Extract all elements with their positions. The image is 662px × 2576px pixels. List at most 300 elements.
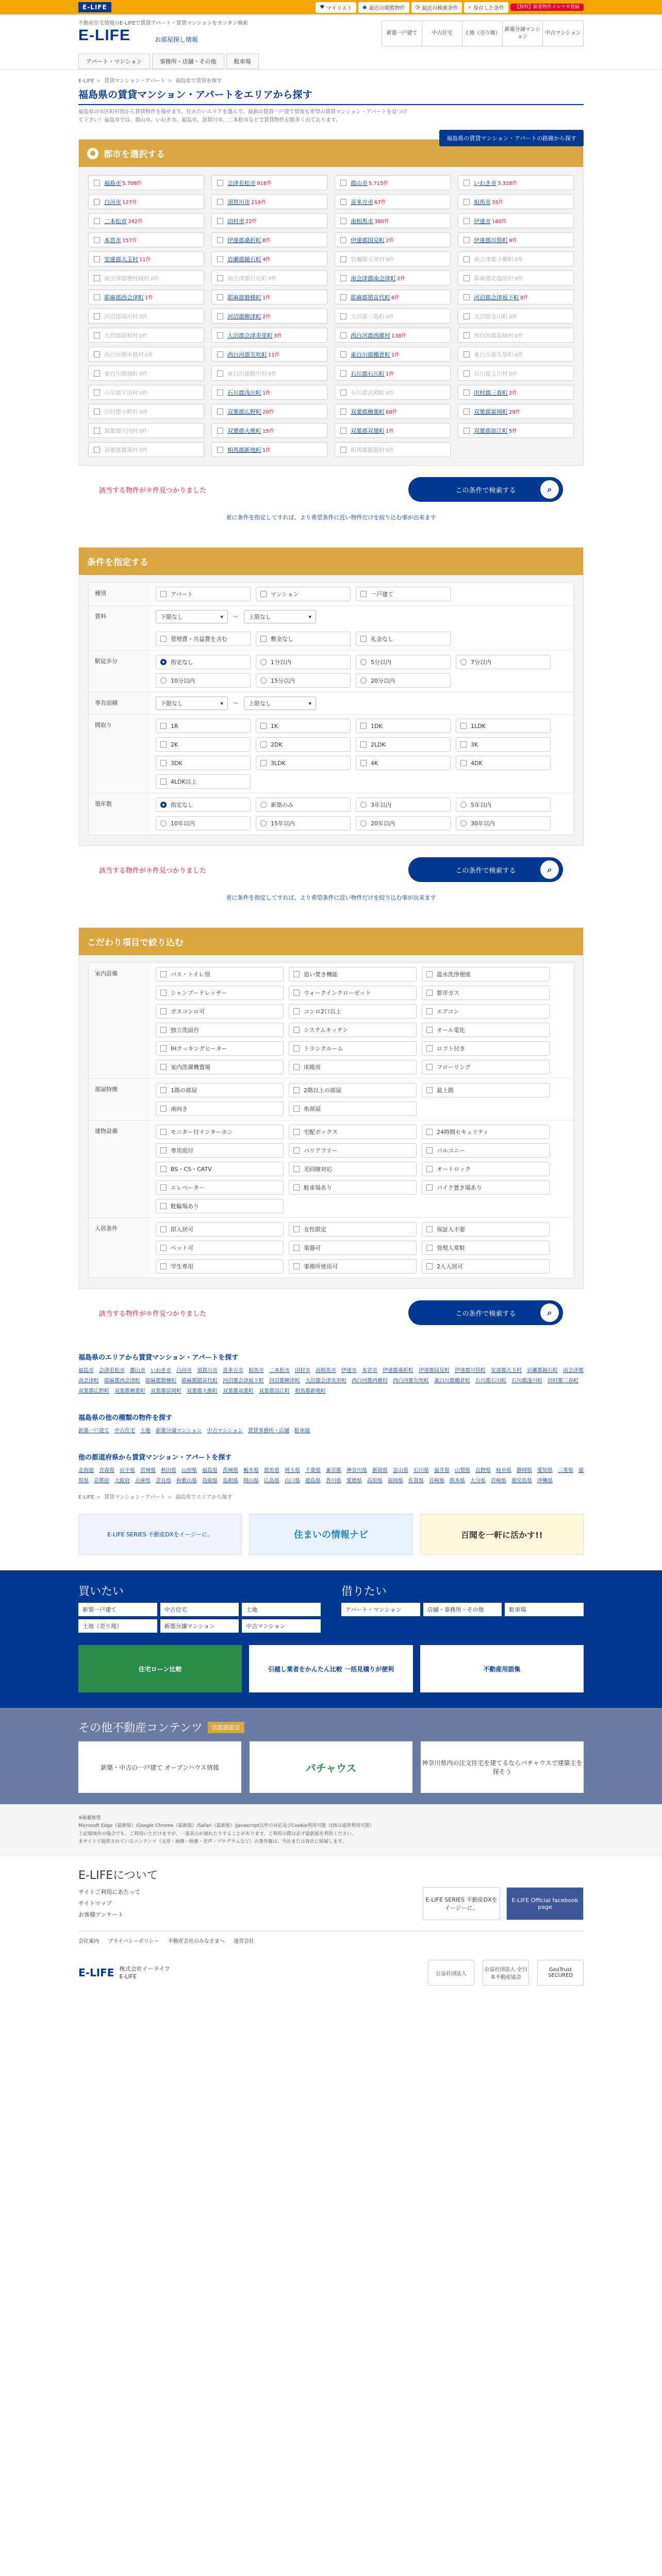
area-checkbox[interactable] xyxy=(464,428,470,434)
checkbox-option[interactable] xyxy=(422,1041,550,1056)
checkbox-option[interactable] xyxy=(422,1162,550,1176)
checkbox[interactable] xyxy=(426,1263,433,1269)
checkbox-option[interactable] xyxy=(289,986,417,1000)
checkbox-option[interactable] xyxy=(156,1199,284,1213)
checkbox[interactable] xyxy=(293,1064,300,1070)
checkbox-option[interactable] xyxy=(289,1241,417,1255)
checkbox[interactable] xyxy=(160,1027,167,1033)
radio-option[interactable] xyxy=(256,798,351,812)
radio-button[interactable] xyxy=(460,659,467,665)
radio-option[interactable] xyxy=(256,673,351,688)
checkbox-option[interactable] xyxy=(156,774,251,789)
pachaus-banner[interactable]: パチャウス xyxy=(250,1741,412,1793)
radio-option[interactable] xyxy=(356,816,451,831)
area-checkbox[interactable] xyxy=(217,256,223,262)
checkbox-option[interactable] xyxy=(422,1259,550,1274)
pref-link[interactable]: 沖縄県 xyxy=(537,1478,553,1484)
checkbox[interactable] xyxy=(426,990,433,996)
area-link[interactable]: 会津若松市 xyxy=(99,1368,125,1374)
subnav-office[interactable]: 事務所・店舗・その他 xyxy=(152,54,224,69)
pref-link[interactable]: 茨城県 xyxy=(223,1468,238,1473)
area-link[interactable]: 伊達郡国見町 xyxy=(419,1368,450,1374)
pref-link[interactable]: 鹿児島県 xyxy=(511,1478,532,1484)
area-option[interactable] xyxy=(335,404,451,419)
area-checkbox[interactable] xyxy=(340,218,346,224)
radio-option[interactable] xyxy=(256,655,351,669)
area-checkbox[interactable] xyxy=(464,199,470,205)
checkbox-option[interactable] xyxy=(256,632,351,646)
checkbox-option[interactable] xyxy=(156,1023,284,1037)
pref-link[interactable]: 岩手県 xyxy=(120,1468,135,1473)
about-link[interactable]: サイトマップ xyxy=(78,1900,112,1907)
area-link[interactable]: 相馬郡新地町 xyxy=(295,1388,326,1394)
breadcrumb-item[interactable]: 賃貸マンション・アパート xyxy=(104,78,166,84)
checkbox[interactable] xyxy=(160,1245,167,1251)
checkbox[interactable] xyxy=(426,1129,433,1135)
pref-link[interactable]: 和歌山県 xyxy=(176,1478,197,1484)
gnav-new-mansion[interactable]: 新築分譲マンション xyxy=(503,21,543,46)
area-option[interactable] xyxy=(211,290,327,304)
area-option[interactable] xyxy=(335,290,451,304)
range-to-select[interactable] xyxy=(244,697,316,710)
area-option[interactable] xyxy=(335,423,451,438)
radio-option[interactable] xyxy=(256,816,351,831)
area-option[interactable] xyxy=(335,232,451,247)
buy-link[interactable]: 中古住宅 xyxy=(160,1603,239,1616)
buy-link[interactable]: 土地 xyxy=(242,1603,321,1616)
checkbox[interactable] xyxy=(460,723,467,729)
pref-link[interactable]: 山形県 xyxy=(181,1468,197,1473)
rent-link[interactable]: 店舗・事務所・その他 xyxy=(423,1603,502,1616)
checkbox[interactable] xyxy=(460,741,467,748)
radio-option[interactable] xyxy=(456,816,551,831)
pref-link[interactable]: 佐賀県 xyxy=(408,1478,424,1484)
checkbox-option[interactable] xyxy=(356,756,451,770)
area-checkbox[interactable] xyxy=(217,389,223,396)
pref-link[interactable]: 岡山県 xyxy=(243,1478,259,1484)
loan-banner[interactable]: 住宅ローン比較 xyxy=(78,1645,242,1692)
type-link[interactable]: 賃貸事務所・店舗 xyxy=(248,1428,290,1434)
checkbox-option[interactable] xyxy=(422,1004,550,1019)
checkbox[interactable] xyxy=(426,1245,433,1251)
pref-link[interactable]: 兵庫県 xyxy=(135,1478,151,1484)
checkbox[interactable] xyxy=(293,1226,300,1232)
checkbox[interactable] xyxy=(360,591,367,597)
checkbox-option[interactable] xyxy=(256,719,351,733)
checkbox[interactable] xyxy=(160,723,167,729)
area-link[interactable]: 田村市 xyxy=(295,1368,310,1374)
pref-link[interactable]: 秋田県 xyxy=(161,1468,176,1473)
checkbox-option[interactable] xyxy=(156,587,251,601)
pref-link[interactable]: 福岡県 xyxy=(388,1478,403,1484)
checkbox-option[interactable] xyxy=(156,737,251,752)
bottom-link[interactable]: 不動産会社のみなさまへ xyxy=(168,1939,225,1945)
promo-banner[interactable]: 住まいの情報ナビ xyxy=(249,1514,412,1555)
site-logo[interactable]: E-LIFE xyxy=(78,27,130,44)
custom-house-banner[interactable]: 神奈川県内の注文住宅を建てるならパチャウスで建築主を探そう xyxy=(421,1741,584,1793)
checkbox-option[interactable] xyxy=(289,1083,417,1097)
checkbox[interactable] xyxy=(426,1027,433,1033)
area-option[interactable] xyxy=(88,251,204,266)
checkbox-option[interactable] xyxy=(356,632,451,646)
area-link[interactable]: 耶麻郡磐梯町 xyxy=(145,1378,176,1384)
area-checkbox[interactable] xyxy=(217,428,223,434)
checkbox-option[interactable] xyxy=(422,986,550,1000)
checkbox-option[interactable] xyxy=(289,967,417,981)
checkbox-option[interactable] xyxy=(422,1060,550,1074)
checkbox[interactable] xyxy=(160,1087,167,1093)
type-link[interactable]: 駐車場 xyxy=(294,1428,310,1434)
radio-button[interactable] xyxy=(260,677,267,684)
about-link[interactable]: サイトご利用にあたって xyxy=(78,1889,141,1896)
checkbox[interactable] xyxy=(460,760,467,766)
radio-button[interactable] xyxy=(360,820,367,826)
area-checkbox[interactable] xyxy=(464,409,470,415)
search-button[interactable]: この条件で検索する ⌕ xyxy=(408,857,563,882)
area-option[interactable] xyxy=(88,232,204,247)
area-option[interactable] xyxy=(335,194,451,209)
area-checkbox[interactable] xyxy=(217,447,223,453)
area-link[interactable]: 双葉郡浪江町 xyxy=(259,1388,290,1394)
checkbox-option[interactable] xyxy=(156,1162,284,1176)
area-checkbox[interactable] xyxy=(340,428,346,434)
area-link[interactable]: 双葉郡富岡町 xyxy=(151,1388,181,1394)
checkbox-option[interactable] xyxy=(422,1083,550,1097)
pref-link[interactable]: 富山県 xyxy=(393,1468,408,1473)
area-link[interactable]: 西白河郡矢吹町 xyxy=(393,1378,429,1384)
radio-option[interactable] xyxy=(356,673,451,688)
area-link[interactable]: 福島市 xyxy=(78,1368,94,1374)
radio-option[interactable] xyxy=(156,673,251,688)
checkbox[interactable] xyxy=(293,1129,300,1135)
pref-link[interactable]: 島根県 xyxy=(223,1478,238,1484)
recent-search-link[interactable]: ◷ 最近の検索条件 xyxy=(411,2,462,13)
breadcrumb-item[interactable]: E-LIFE xyxy=(78,1495,94,1500)
checkbox-option[interactable] xyxy=(256,587,351,601)
checkbox-option[interactable] xyxy=(156,1222,284,1236)
area-link[interactable]: 双葉郡大熊町 xyxy=(187,1388,218,1394)
radio-button[interactable] xyxy=(260,820,267,826)
checkbox[interactable] xyxy=(426,1226,433,1232)
range-to-select[interactable] xyxy=(244,610,316,623)
area-option[interactable] xyxy=(335,366,451,381)
pref-link[interactable]: 岐阜県 xyxy=(496,1468,511,1473)
pref-link[interactable]: 大阪府 xyxy=(114,1478,130,1484)
line-search-button[interactable]: 福島県の賃貸マンション・アパートの路線から探す xyxy=(439,130,584,146)
area-checkbox[interactable] xyxy=(464,294,470,300)
checkbox[interactable] xyxy=(160,1184,167,1191)
area-checkbox[interactable] xyxy=(217,218,223,224)
checkbox-option[interactable] xyxy=(156,986,284,1000)
checkbox-option[interactable] xyxy=(289,1101,417,1116)
area-link[interactable]: 石川郡浅川町 xyxy=(511,1378,542,1384)
pref-link[interactable]: 京都府 xyxy=(94,1478,109,1484)
area-link[interactable]: 河沼郡会津坂下町 xyxy=(223,1378,264,1384)
pref-link[interactable]: 奈良県 xyxy=(156,1478,171,1484)
checkbox-option[interactable] xyxy=(289,1004,417,1019)
checkbox[interactable] xyxy=(160,1226,167,1232)
checkbox[interactable] xyxy=(293,1245,300,1251)
pref-link[interactable]: 熊本県 xyxy=(450,1478,465,1484)
gnav-used-mansion[interactable]: 中古マンション xyxy=(545,30,581,36)
checkbox[interactable] xyxy=(293,1027,300,1033)
pref-link[interactable]: 福島県 xyxy=(202,1468,218,1473)
openhouse-banner[interactable]: 新築・中古の一戸建て オープンハウス情報 xyxy=(78,1741,241,1793)
area-option[interactable] xyxy=(211,213,327,228)
checkbox-option[interactable] xyxy=(156,1180,284,1195)
area-option[interactable] xyxy=(458,194,574,209)
area-option[interactable] xyxy=(335,175,451,190)
area-checkbox[interactable] xyxy=(94,237,100,243)
checkbox-option[interactable] xyxy=(422,1125,550,1139)
checkbox[interactable] xyxy=(160,1045,167,1052)
pref-link[interactable]: 群馬県 xyxy=(264,1468,279,1473)
checkbox[interactable] xyxy=(160,990,167,996)
checkbox[interactable] xyxy=(160,760,167,766)
area-checkbox[interactable] xyxy=(94,180,100,186)
saved-search-link[interactable]: ⌕ 保存した条件 xyxy=(464,2,508,13)
recent-view-link[interactable]: ◉ 最近の閲覧物件 xyxy=(358,2,409,13)
area-option[interactable] xyxy=(211,442,327,457)
checkbox[interactable] xyxy=(293,1045,300,1052)
subnav-parking[interactable]: 駐車場 xyxy=(226,54,259,69)
area-option[interactable] xyxy=(458,423,574,438)
area-checkbox[interactable] xyxy=(340,332,346,338)
pref-link[interactable]: 香川県 xyxy=(326,1478,341,1484)
checkbox[interactable] xyxy=(426,1064,433,1070)
pref-link[interactable]: 福井県 xyxy=(434,1468,450,1473)
buy-link[interactable]: 土地（売り地） xyxy=(78,1619,157,1633)
area-link[interactable]: 田村郡三春町 xyxy=(548,1378,578,1384)
checkbox[interactable] xyxy=(160,591,167,597)
area-link[interactable]: 相馬市 xyxy=(249,1368,264,1374)
area-option[interactable] xyxy=(335,270,451,285)
area-link[interactable]: 南会津郡南会津町 xyxy=(78,1368,584,1384)
area-option[interactable] xyxy=(211,251,327,266)
pref-link[interactable]: 長崎県 xyxy=(429,1478,444,1484)
checkbox-option[interactable] xyxy=(156,1143,284,1158)
pref-link[interactable]: 栃木県 xyxy=(243,1468,259,1473)
area-option[interactable] xyxy=(335,347,451,362)
checkbox-option[interactable] xyxy=(356,719,451,733)
promo-banner[interactable]: 百聞を一軒に活かす!! xyxy=(420,1514,584,1555)
area-checkbox[interactable] xyxy=(340,370,346,377)
area-link[interactable]: 双葉郡双葉町 xyxy=(223,1388,254,1394)
checkbox-option[interactable] xyxy=(156,1101,284,1116)
pref-link[interactable]: 北海道 xyxy=(78,1468,94,1473)
checkbox[interactable] xyxy=(293,971,300,977)
checkbox[interactable] xyxy=(293,1147,300,1154)
checkbox[interactable] xyxy=(160,778,167,785)
area-option[interactable] xyxy=(458,232,574,247)
area-option[interactable] xyxy=(458,213,574,228)
pref-link[interactable]: 愛知県 xyxy=(537,1468,553,1473)
moving-banner[interactable]: 引越し業者をかんたん比較 一括見積りが便利 xyxy=(249,1645,412,1692)
checkbox-option[interactable] xyxy=(456,756,551,770)
rent-link[interactable]: アパート・マンション xyxy=(341,1603,420,1616)
buy-link[interactable]: 新築分譲マンション xyxy=(160,1619,239,1633)
checkbox[interactable] xyxy=(160,1129,167,1135)
area-option[interactable] xyxy=(211,175,327,190)
breadcrumb-item[interactable]: E-LIFE xyxy=(78,78,94,84)
checkbox[interactable] xyxy=(160,741,167,748)
area-option[interactable] xyxy=(88,213,204,228)
checkbox-option[interactable] xyxy=(422,1023,550,1037)
checkbox[interactable] xyxy=(426,1008,433,1014)
area-checkbox[interactable] xyxy=(217,313,223,319)
checkbox-option[interactable] xyxy=(422,967,550,981)
buy-link[interactable]: 中古マンション xyxy=(242,1619,321,1633)
checkbox-option[interactable] xyxy=(156,1241,284,1255)
radio-option[interactable] xyxy=(356,655,451,669)
checkbox-option[interactable] xyxy=(289,1222,417,1236)
checkbox-option[interactable] xyxy=(256,737,351,752)
radio-button[interactable] xyxy=(160,677,167,684)
area-link[interactable]: 本宮市 xyxy=(362,1368,377,1374)
area-checkbox[interactable] xyxy=(340,294,346,300)
area-checkbox[interactable] xyxy=(340,237,346,243)
checkbox[interactable] xyxy=(426,1087,433,1093)
radio-option[interactable] xyxy=(156,655,251,669)
area-option[interactable] xyxy=(458,175,574,190)
area-link[interactable]: 双葉郡楢葉町 xyxy=(114,1388,145,1394)
radio-button[interactable] xyxy=(160,802,167,808)
pref-link[interactable]: 石川県 xyxy=(413,1468,429,1473)
area-option[interactable] xyxy=(211,194,327,209)
pref-link[interactable]: 滋賀県 xyxy=(78,1468,584,1484)
pref-link[interactable]: 徳島県 xyxy=(305,1478,321,1484)
area-option[interactable] xyxy=(88,290,204,304)
checkbox-option[interactable] xyxy=(156,756,251,770)
mylist-link[interactable]: ♥ マイリスト xyxy=(316,2,356,13)
checkbox[interactable] xyxy=(360,741,367,748)
pref-link[interactable]: 山梨県 xyxy=(455,1468,470,1473)
area-option[interactable] xyxy=(458,404,574,419)
type-link[interactable]: 新築一戸建て xyxy=(78,1428,109,1434)
pref-link[interactable]: 神奈川県 xyxy=(346,1468,367,1473)
checkbox[interactable] xyxy=(160,1166,167,1172)
checkbox[interactable] xyxy=(160,1008,167,1014)
pref-link[interactable]: 高知県 xyxy=(367,1478,383,1484)
area-checkbox[interactable] xyxy=(340,351,346,358)
radio-option[interactable] xyxy=(356,798,451,812)
newsletter-banner[interactable]: 【無料】新着物件メルマガ登録 xyxy=(510,4,584,11)
checkbox[interactable] xyxy=(260,591,267,597)
area-checkbox[interactable] xyxy=(464,218,470,224)
checkbox[interactable] xyxy=(293,1263,300,1269)
area-option[interactable] xyxy=(211,404,327,419)
pref-link[interactable]: 鳥取県 xyxy=(202,1478,218,1484)
checkbox-option[interactable] xyxy=(422,1241,550,1255)
checkbox[interactable] xyxy=(293,990,300,996)
radio-button[interactable] xyxy=(160,820,167,826)
checkbox[interactable] xyxy=(426,1184,433,1191)
checkbox[interactable] xyxy=(360,636,367,642)
checkbox-option[interactable] xyxy=(422,1222,550,1236)
radio-option[interactable] xyxy=(456,655,551,669)
area-link[interactable]: 岩瀬郡鏡石町 xyxy=(527,1368,558,1374)
area-checkbox[interactable] xyxy=(217,332,223,338)
breadcrumb-item[interactable]: 賃貸マンション・アパート xyxy=(104,1495,166,1500)
area-option[interactable] xyxy=(211,328,327,343)
area-link[interactable]: 大沼郡会津美里町 xyxy=(305,1378,346,1384)
checkbox[interactable] xyxy=(360,723,367,729)
checkbox[interactable] xyxy=(426,1147,433,1154)
radio-option[interactable] xyxy=(156,816,251,831)
area-option[interactable] xyxy=(211,385,327,400)
area-link[interactable]: 須賀川市 xyxy=(197,1368,218,1374)
area-link[interactable]: 東白川郡棚倉町 xyxy=(434,1378,470,1384)
area-checkbox[interactable] xyxy=(340,199,346,205)
area-checkbox[interactable] xyxy=(464,180,470,186)
promo-banner[interactable]: E-LIFE SERIES 不動産DXをイージーに。 xyxy=(78,1514,242,1555)
checkbox-option[interactable] xyxy=(289,1060,417,1074)
checkbox-option[interactable] xyxy=(156,1041,284,1056)
checkbox[interactable] xyxy=(260,636,267,642)
area-option[interactable] xyxy=(88,194,204,209)
pref-link[interactable]: 静岡県 xyxy=(517,1468,532,1473)
pref-link[interactable]: 千葉県 xyxy=(305,1468,321,1473)
checkbox-option[interactable] xyxy=(422,1180,550,1195)
bottom-link[interactable]: プライバシーポリシー xyxy=(108,1939,159,1945)
area-link[interactable]: 西白河郡西郷村 xyxy=(352,1378,388,1384)
type-link[interactable]: 中古住宅 xyxy=(114,1428,135,1434)
checkbox-option[interactable] xyxy=(289,1162,417,1176)
checkbox[interactable] xyxy=(426,971,433,977)
area-checkbox[interactable] xyxy=(217,180,223,186)
area-link[interactable]: いわき市 xyxy=(151,1368,171,1374)
checkbox[interactable] xyxy=(160,1147,167,1154)
checkbox-option[interactable] xyxy=(289,1259,417,1274)
bottom-link[interactable]: 会社案内 xyxy=(78,1939,99,1945)
radio-button[interactable] xyxy=(360,659,367,665)
pref-link[interactable]: 愛媛県 xyxy=(346,1478,362,1484)
area-checkbox[interactable] xyxy=(94,294,100,300)
type-link[interactable]: 新築分譲マンション xyxy=(156,1428,202,1434)
elife-series-banner[interactable]: E-LIFE SERIES 不動産DXをイージーに。 xyxy=(423,1887,500,1920)
area-link[interactable]: 伊達郡桑折町 xyxy=(383,1368,413,1374)
pref-link[interactable]: 埼玉県 xyxy=(285,1468,300,1473)
checkbox-option[interactable] xyxy=(156,1259,284,1274)
checkbox[interactable] xyxy=(360,760,367,766)
checkbox-option[interactable] xyxy=(289,1041,417,1056)
checkbox-option[interactable] xyxy=(289,1023,417,1037)
area-link[interactable]: 安達郡大玉村 xyxy=(491,1368,522,1374)
checkbox-option[interactable] xyxy=(289,1125,417,1139)
area-checkbox[interactable] xyxy=(217,237,223,243)
glossary-banner[interactable]: 不動産用語集 xyxy=(420,1645,584,1692)
area-link[interactable]: 石川郡石川町 xyxy=(475,1378,506,1384)
area-option[interactable] xyxy=(211,423,327,438)
checkbox[interactable] xyxy=(160,971,167,977)
checkbox[interactable] xyxy=(426,1045,433,1052)
checkbox[interactable] xyxy=(260,760,267,766)
checkbox-option[interactable] xyxy=(156,1083,284,1097)
area-link[interactable]: 伊達郡川俣町 xyxy=(455,1368,486,1374)
checkbox[interactable] xyxy=(293,1184,300,1191)
radio-button[interactable] xyxy=(160,659,167,665)
checkbox-option[interactable] xyxy=(256,756,351,770)
search-button[interactable]: この条件で検索する ⌕ xyxy=(408,477,563,502)
area-option[interactable] xyxy=(458,385,574,400)
checkbox[interactable] xyxy=(160,1263,167,1269)
pref-link[interactable]: 新潟県 xyxy=(372,1468,388,1473)
gnav-used-house[interactable]: 中古住宅 xyxy=(422,21,462,46)
radio-button[interactable] xyxy=(360,802,367,808)
checkbox[interactable] xyxy=(160,1106,167,1112)
checkbox[interactable] xyxy=(160,636,167,642)
checkbox[interactable] xyxy=(160,1203,167,1209)
